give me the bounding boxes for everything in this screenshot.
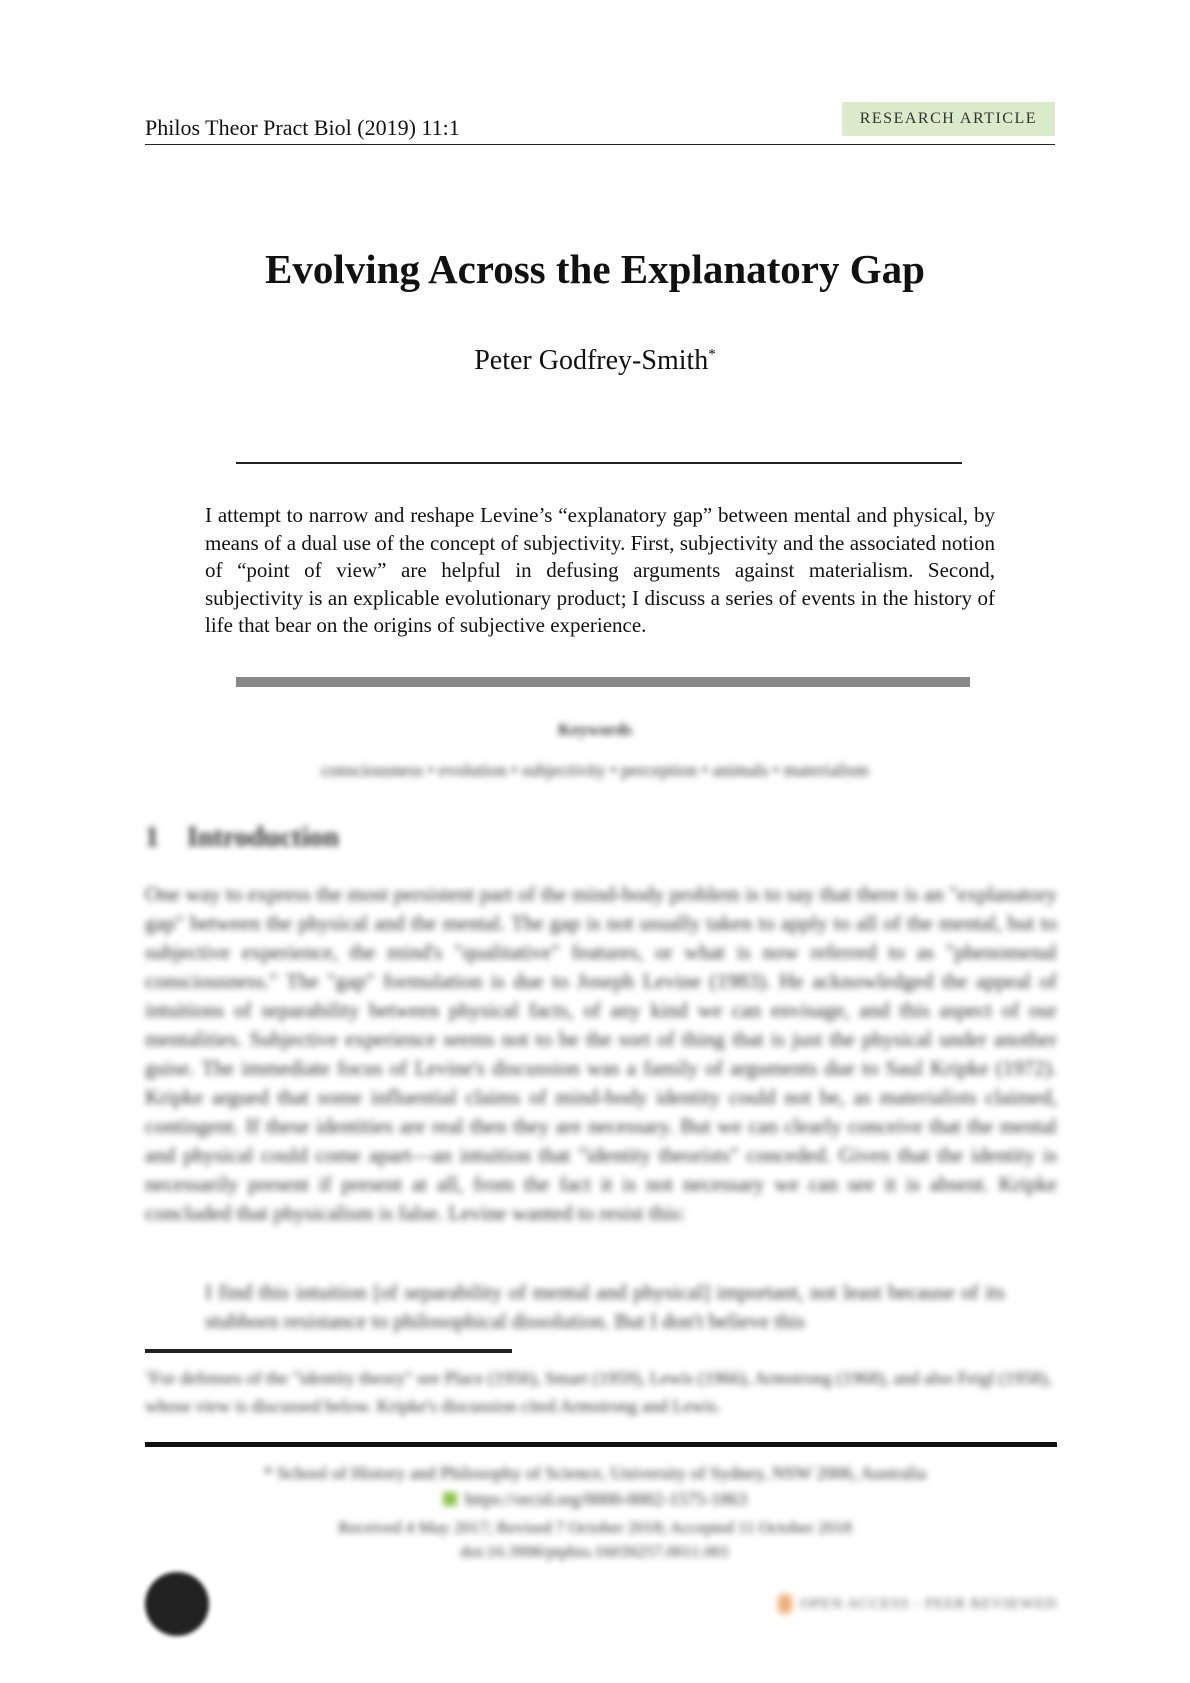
section-title: Introduction bbox=[187, 822, 339, 853]
article-title: Evolving Across the Explanatory Gap bbox=[265, 246, 925, 292]
received-dates: Received 4 May 2017; Revised 7 October 2018; Accepted 11 October 2018 bbox=[338, 1518, 852, 1537]
footnote-text: For defenses of the "identity theory" see Place (1956), Smart (1959), Lewis (1966), Armstrong (1968), and also Feigl (1958), whose view is discussed below. Kripke's discussion cited Armstrong and Lewis. bbox=[145, 1368, 1052, 1416]
affiliation-block bbox=[0, 1460, 1190, 1512]
affiliation-text: * School of History and Philosophy of Science, University of Sydney, NSW 2006, Australia bbox=[263, 1463, 927, 1483]
section-heading bbox=[145, 822, 339, 854]
doi-link[interactable]: doi:10.3998/ptpbio.16039257.0011.001 bbox=[460, 1542, 730, 1561]
dates-block bbox=[0, 1516, 1190, 1564]
intro-paragraph: One way to express the most persistent part of the mind-body problem is to say that there is an "explanatory gap" between the physical and the mental. The gap is not usually taken to apply to all of the mental, but to subjective experience, the mind's "qualitative" features, or what is now referred to as "phenomenal consciousness." The "gap" formulation is due to Joseph Levine (1983). He acknowledged the appeal of intuitions of separability between physical facts, of any kind we can envisage, and this aspect of our mentalities. Subjective experience seems not to be the sort of thing that is just the physical under another guise. The immediate focus of Levine's discussion was a family of arguments due to Saul Kripke (1972). Kripke argued that some influential claims of mind-body identity could not be, as materialists claimed, contingent. If these identities are real then they are necessary. But we can clearly conceive that the mental and physical could come apart—an intuition that "identity theorists" conceded. Given that the identity is necessarily present if present at all, from the fact it is not necessary we can see it is absent. Kripke concluded that physicalism is false. Levine wanted to resist this: bbox=[145, 882, 1057, 1225]
publisher-logo-icon bbox=[145, 1572, 209, 1636]
abstract-bottom-rule bbox=[236, 677, 970, 687]
keywords-list: consciousness • evolution • subjectivity • perception • animals • materialism bbox=[321, 760, 869, 780]
article-type-badge: RESEARCH ARTICLE bbox=[842, 102, 1055, 136]
footnote-mark: 1 bbox=[145, 1368, 151, 1380]
author-mark: * bbox=[708, 346, 716, 363]
abstract-top-rule bbox=[236, 462, 962, 464]
open-access-text: OPEN ACCESS - PEER REVIEWED bbox=[799, 1595, 1057, 1612]
section-number: 1 bbox=[145, 822, 159, 853]
footer-rule bbox=[145, 1442, 1057, 1447]
open-access-lock-icon bbox=[778, 1594, 792, 1614]
orcid-icon bbox=[443, 1492, 457, 1506]
abstract: I attempt to narrow and reshape Levine’s “explanatory gap” between mental and physical, by means of a dual use of the concept of subjectivity. First, subjectivity and the associated notion of “point of view” are helpful in defusing arguments against materialism. Second, subjectivity is an explicable evolutionary product; I discuss a series of events in the history of life that bear on the origins of subjective experience. bbox=[205, 503, 995, 637]
footnote-rule bbox=[145, 1349, 512, 1353]
keywords-heading: Keywords bbox=[558, 720, 632, 739]
journal-citation: Philos Theor Pract Biol (2019) 11:1 bbox=[145, 115, 460, 140]
open-access-label bbox=[778, 1594, 1057, 1614]
running-header bbox=[145, 100, 1055, 145]
orcid-link[interactable]: https://orcid.org/0000-0002-1575-1863 bbox=[464, 1489, 748, 1509]
author-line bbox=[0, 345, 1190, 377]
block-quote: I find this intuition [of separability of mental and physical] important, not least because of its stubborn resistance to philosophical dissolution. But I don't believe this bbox=[205, 1280, 1005, 1333]
author-name: Peter Godfrey-Smith bbox=[474, 345, 709, 376]
footnote bbox=[145, 1360, 1057, 1420]
